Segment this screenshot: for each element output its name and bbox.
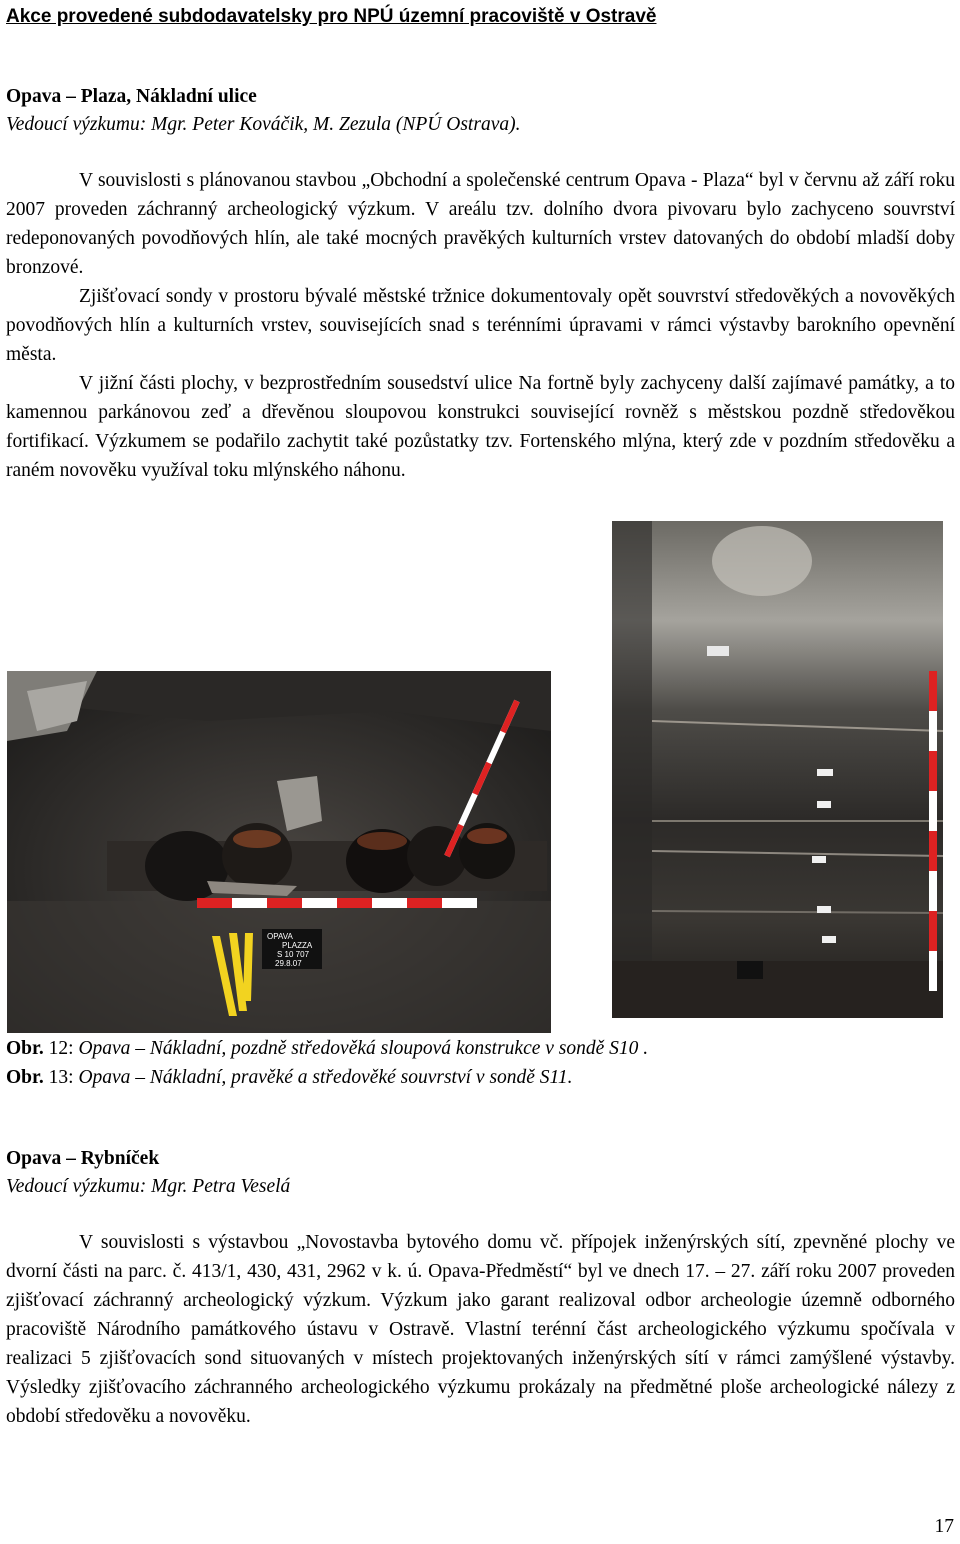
paragraph-plaza-1: V souvislosti s plánovanou stavbou „Obchodní a společenské centrum Opava - Plaza“ byl v červnu až září roku 2007 proveden záchranný archeologický výzkum. V areálu tzv. dolního dvora pivovaru bylo zachyceno souvrství redeponovaných povodňových hlín, ale také mocných pravěkých kulturních vrstev datovaných do období mladší doby bronzové. (6, 170, 955, 278)
paragraph-plaza-2: Zjišťovací sondy v prostoru bývalé městské tržnice dokumentovaly opět souvrství středověkých a novověkých povodňových hlín a kulturních vrstev, souvisejících snad s terénními úpravami v rámci výstavby barokního opevnění města. (6, 286, 955, 365)
page-title: Akce provedené subdodavatelsky pro NPÚ územní pracoviště v Ostravě (6, 6, 657, 27)
paragraph-rybnicek-1: V souvislosti s výstavbou „Novostavba bytového domu vč. přípojek inženýrských sítí, zpevněné plochy ve dvorní části na parc. č. 413/1, 430, 431, 2962 v k. ú. Opava-Předměstí“ byl ve dnech 17. – 27. září roku 2007 proveden zjišťovací záchranný archeologický výzkum. Výzkum jako garant realizoval odbor archeologie územně odborného pracoviště Národního památkového ústavu v Ostravě. Vlastní terénní část archeologického výzkumu spočívala v realizaci 5 zjišťovacích sond situovaných v místech projektovaných inženýrských sítí v rámci zamýšlené výstavby. Výsledky zjišťovacího záchranného archeologického výzkumu prokázaly na předmětné ploše archeologické nálezy z období středověku a novověku. (6, 1232, 955, 1427)
board-line: PLAZZA (282, 941, 313, 950)
excavation-photo-s10 (7, 671, 551, 1033)
excavation-photo-s11 (612, 521, 943, 1018)
figure-caption-13: Obr. 13: Opava – Nákladní, pravěké a středověké souvrství v sondě S11. (6, 1067, 573, 1088)
research-leader-rybnicek: Vedoucí výzkumu: Mgr. Petra Veselá (6, 1176, 291, 1197)
section-heading-rybnicek: Opava – Rybníček (6, 1148, 160, 1169)
section-heading-plaza: Opava – Plaza, Nákladní ulice (6, 86, 257, 107)
figure-caption-12: Obr. 12: Opava – Nákladní, pozdně středověká sloupová konstrukce v sondě S10 . (6, 1038, 649, 1059)
board-line: OPAVA (267, 932, 293, 941)
paragraph-plaza-3: V jižní části plochy, v bezprostředním sousedství ulice Na fortně byly zachyceny další zajímavé památky, a to kamennou parkánovou zeď a dřevěnou sloupovou konstrukci související rovněž s městskou pozdně středověkou fortifikací. Výzkumem se podařilo zachytit také pozůstatky tzv. Fortenského mlýna, který zde v pozdním středověku a raném novověku využíval toku mlýnského náhonu. (6, 373, 955, 481)
research-leader-plaza: Vedoucí výzkumu: Mgr. Peter Kováčik, M. Zezula (NPÚ Ostrava). (6, 114, 521, 135)
board-line: S 10 707 (277, 950, 310, 959)
board-line: 29.8.07 (275, 959, 302, 968)
page-number: 17 (934, 1516, 954, 1537)
